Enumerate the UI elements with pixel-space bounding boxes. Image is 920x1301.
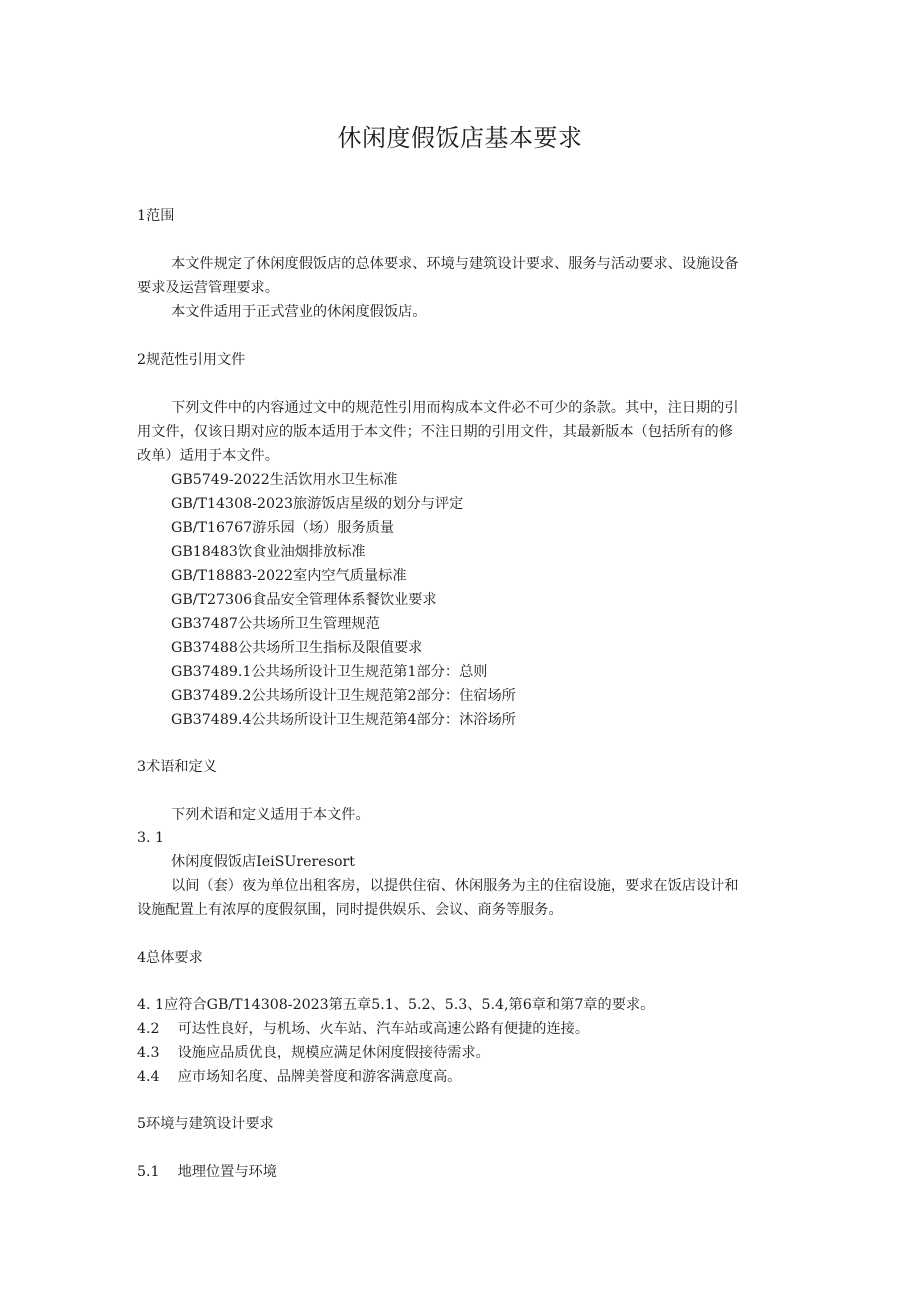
reference-item: GB/T16767游乐园（场）服务质量 bbox=[171, 520, 395, 536]
section-heading-normative-references: 2规范性引用文件 bbox=[137, 352, 246, 368]
requirement-text: 可达性良好，与机场、火车站、汽车站或高速公路有便捷的连接。 bbox=[177, 1021, 590, 1037]
requirement-item: 4. 1应符合GB/T14308-2023第五章5.1、5.2、5.3、5.4,第6章和第7章的要求。 bbox=[137, 997, 655, 1013]
reference-item: GB37489.2公共场所设计卫生规范第2部分：住宿场所 bbox=[171, 688, 516, 704]
document-title: 休闲度假饭店基本要求 bbox=[337, 124, 583, 152]
reference-item: GB37489.4公共场所设计卫生规范第4部分：沐浴场所 bbox=[171, 712, 516, 728]
reference-item: GB/T14308-2023旅游饭店星级的划分与评定 bbox=[171, 496, 464, 512]
requirement-item bbox=[137, 1019, 589, 1039]
requirement-item bbox=[137, 1067, 461, 1087]
subsection-heading bbox=[137, 1162, 277, 1182]
reference-item: GB37488公共场所卫生指标及限值要求 bbox=[171, 640, 423, 656]
scope-paragraph-line: 要求及运营管理要求。 bbox=[137, 280, 279, 296]
references-paragraph-line: 用文件，仅该日期对应的版本适用于本文件；不注日期的引用文件，其最新版本（包括所有的修 bbox=[137, 424, 733, 440]
references-paragraph-line: 下列文件中的内容通过文中的规范性引用而构成本文件必不可少的条款。其中，注日期的引 bbox=[171, 400, 739, 416]
requirement-number: 4.3 bbox=[137, 1045, 160, 1061]
section-heading-scope: 1范围 bbox=[137, 208, 175, 224]
subsection-number: 5.1 bbox=[137, 1164, 160, 1180]
reference-item: GB5749-2022生活饮用水卫生标准 bbox=[171, 472, 398, 488]
term-name: 休闲度假饭店IeiSUreresort bbox=[171, 854, 356, 870]
section-heading-environment-design: 5环境与建筑设计要求 bbox=[137, 1116, 274, 1132]
reference-item: GB37487公共场所卫生管理规范 bbox=[171, 616, 380, 632]
requirement-number: 4.2 bbox=[137, 1021, 160, 1037]
scope-applicability: 本文件适用于正式营业的休闲度假饭店。 bbox=[171, 304, 427, 320]
term-number: 3. 1 bbox=[137, 830, 165, 846]
subsection-title: 地理位置与环境 bbox=[177, 1164, 277, 1180]
terms-intro: 下列术语和定义适用于本文件。 bbox=[171, 807, 370, 823]
scope-paragraph-line: 本文件规定了休闲度假饭店的总体要求、环境与建筑设计要求、服务与活动要求、设施设备 bbox=[171, 256, 739, 272]
requirement-text: 设施应品质优良，规模应满足休闲度假接待需求。 bbox=[177, 1045, 490, 1061]
requirement-number: 4.4 bbox=[137, 1069, 160, 1085]
references-paragraph-line: 改单）适用于本文件。 bbox=[137, 448, 279, 464]
term-definition-line: 以间（套）夜为单位出租客房，以提供住宿、休闲服务为主的住宿设施，要求在饭店设计和 bbox=[171, 878, 739, 894]
reference-item: GB/T27306食品安全管理体系餐饮业要求 bbox=[171, 592, 437, 608]
term-definition-line: 设施配置上有浓厚的度假氛围，同时提供娱乐、会议、商务等服务。 bbox=[137, 902, 563, 918]
requirement-item bbox=[137, 1043, 490, 1063]
reference-item: GB/T18883-2022室内空气质量标准 bbox=[171, 568, 407, 584]
section-heading-terms: 3术语和定义 bbox=[137, 759, 217, 775]
section-heading-general-requirements: 4总体要求 bbox=[137, 950, 203, 966]
reference-item: GB18483饮食业油烟排放标准 bbox=[171, 544, 366, 560]
requirement-text: 应市场知名度、品牌美誉度和游客满意度高。 bbox=[177, 1069, 462, 1085]
reference-item: GB37489.1公共场所设计卫生规范第1部分：总则 bbox=[171, 664, 488, 680]
